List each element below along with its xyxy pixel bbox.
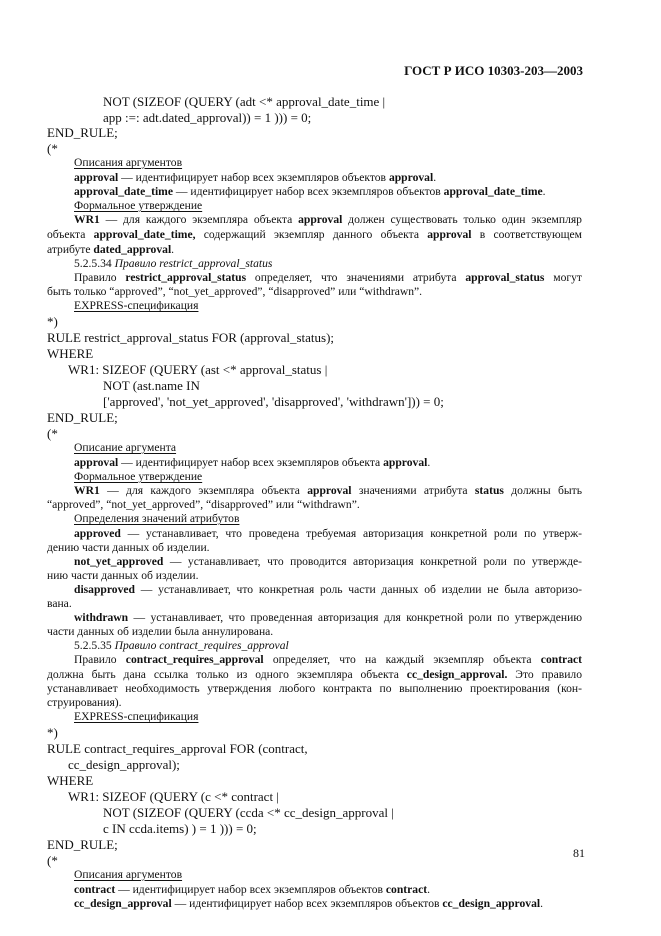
text-segment: объекта bbox=[47, 228, 94, 241]
bold-term: approval bbox=[74, 171, 119, 184]
text-segment: — для каждого экземпляра объекта bbox=[99, 213, 299, 226]
text-segment: — идентифицирует набор всех экземпляров объекта bbox=[118, 456, 384, 469]
text-segment: значениями атрибута bbox=[351, 484, 475, 497]
text-line bbox=[74, 258, 272, 270]
text-segment: должны быть bbox=[503, 484, 582, 497]
text-line bbox=[74, 272, 582, 284]
text-segment: Правило bbox=[74, 271, 126, 284]
text-segment: cc_design_approval); bbox=[68, 757, 180, 772]
text-segment: EXPRESS-спецификация bbox=[74, 710, 199, 723]
bold-term: WR1 bbox=[74, 484, 100, 497]
bold-term: contract bbox=[540, 653, 582, 666]
text-line bbox=[47, 570, 199, 582]
text-segment: Правило bbox=[74, 653, 126, 666]
bold-term: approved bbox=[74, 527, 121, 540]
code-line bbox=[47, 142, 58, 155]
text-line bbox=[47, 244, 174, 256]
text-segment: Описание аргумента bbox=[74, 441, 177, 454]
text-segment: *) bbox=[47, 314, 58, 329]
text-segment: c IN ccda.items) ) = 1 ))) = 0; bbox=[103, 821, 257, 836]
text-line bbox=[74, 869, 182, 881]
text-segment: атрибуте bbox=[47, 243, 94, 256]
code-line bbox=[47, 726, 58, 739]
text-line bbox=[74, 898, 543, 910]
bold-term: cc_design_approval bbox=[74, 897, 172, 910]
text-segment: струирования). bbox=[47, 696, 122, 709]
text-segment: . bbox=[171, 243, 175, 256]
italic-title: Правило contract_requires_approval bbox=[114, 639, 289, 652]
text-line bbox=[74, 612, 582, 624]
text-line bbox=[74, 485, 582, 497]
text-segment: части данных об изделии была аннулирована. bbox=[47, 625, 274, 638]
text-segment: . bbox=[427, 456, 431, 469]
text-line bbox=[47, 598, 72, 610]
text-segment: должен существовать только один экземпляр bbox=[342, 213, 582, 226]
text-segment: (* bbox=[47, 426, 58, 441]
bold-term: disapproved bbox=[74, 583, 135, 596]
bold-term: dated_approval bbox=[93, 243, 172, 256]
text-segment: 5.2.5.34 bbox=[74, 257, 115, 270]
text-segment: содержащий экземпляр данного объекта bbox=[195, 228, 428, 241]
code-line bbox=[47, 854, 58, 867]
bold-term: approval_date_time bbox=[443, 185, 543, 198]
text-line bbox=[74, 214, 582, 226]
text-line bbox=[74, 711, 198, 723]
text-segment: определяет, что на каждый экземпляр объекта bbox=[263, 653, 541, 666]
bold-term: contract bbox=[385, 883, 428, 896]
text-line bbox=[74, 457, 430, 469]
document-header: ГОСТ Р ИСО 10303-203—2003 bbox=[404, 63, 583, 78]
text-segment: END_RULE; bbox=[47, 125, 118, 140]
text-line bbox=[74, 300, 198, 312]
code-line bbox=[47, 742, 308, 755]
bold-term: WR1 bbox=[74, 213, 100, 226]
text-segment: RULE restrict_approval_status FOR (approval_status); bbox=[47, 330, 335, 345]
bold-term: cc_design_approval. bbox=[406, 668, 508, 681]
bold-term: approval_date_time bbox=[74, 185, 173, 198]
text-segment: WHERE bbox=[47, 346, 94, 361]
bold-term: approval bbox=[427, 228, 472, 241]
code-line bbox=[47, 315, 58, 328]
bold-term: not_yet_approved bbox=[74, 555, 164, 568]
text-segment: Определения значений атрибутов bbox=[74, 512, 240, 525]
text-segment: Описания аргументов bbox=[74, 868, 183, 881]
text-segment: должна быть дана ссылка только из одного экземпляра объекта bbox=[47, 668, 407, 681]
page-number: 81 bbox=[573, 846, 585, 860]
text-line bbox=[74, 654, 582, 666]
code-line bbox=[47, 838, 118, 851]
bold-term: approval_date_time, bbox=[93, 228, 196, 241]
text-segment: — идентифицирует набор всех экземпляров объектов bbox=[118, 171, 389, 184]
code-line bbox=[68, 758, 180, 771]
text-segment: app :=: adt.dated_approval)) = 1 ))) = 0; bbox=[103, 110, 312, 125]
text-line bbox=[47, 697, 122, 709]
text-segment: в соответствующем bbox=[471, 228, 583, 241]
bold-term: contract bbox=[74, 883, 116, 896]
text-line bbox=[74, 513, 239, 525]
text-segment: — идентифицирует набор всех экземпляров объектов bbox=[171, 897, 443, 910]
text-segment: . bbox=[433, 171, 437, 184]
text-segment: (* bbox=[47, 141, 58, 156]
code-line bbox=[103, 395, 444, 408]
text-segment: — идентифицирует набор всех экземпляров объектов bbox=[172, 185, 444, 198]
text-line bbox=[74, 471, 202, 483]
text-segment: могут bbox=[544, 271, 582, 284]
text-segment: — устанавливает, что проведенная авторизация для конкретной роли по утверждению bbox=[128, 611, 582, 624]
italic-title: Правило restrict_approval_status bbox=[114, 257, 273, 270]
text-line bbox=[74, 640, 289, 652]
text-segment: END_RULE; bbox=[47, 837, 118, 852]
bold-term: contract_requires_approval bbox=[125, 653, 264, 666]
bold-term: approval bbox=[383, 456, 428, 469]
bold-term: status bbox=[474, 484, 504, 497]
text-segment: END_RULE; bbox=[47, 410, 118, 425]
text-segment: — устанавливает, что проведена требуемая авторизация конкретной роли по утверж- bbox=[120, 527, 582, 540]
code-line bbox=[68, 790, 279, 803]
text-segment: вана. bbox=[47, 597, 72, 610]
text-segment: дению части данных об изделии. bbox=[47, 541, 210, 554]
text-segment: WR1: SIZEOF (QUERY (c <* contract | bbox=[68, 789, 279, 804]
text-segment: *) bbox=[47, 725, 58, 740]
text-segment: быть только “approved”, “not_yet_approved”, “disapproved” или “withdrawn”. bbox=[47, 285, 423, 298]
code-line bbox=[47, 347, 93, 360]
text-segment: EXPRESS-спецификация bbox=[74, 299, 199, 312]
text-line bbox=[74, 157, 182, 169]
text-segment: . bbox=[427, 883, 430, 896]
text-segment: “approved”, “not_yet_approved”, “disapproved” или “withdrawn”. bbox=[47, 498, 360, 511]
code-line bbox=[47, 774, 93, 787]
text-line bbox=[74, 172, 436, 184]
code-line bbox=[103, 95, 385, 108]
bold-term: approval bbox=[74, 456, 119, 469]
text-line bbox=[74, 884, 430, 896]
code-line bbox=[47, 411, 118, 424]
code-line bbox=[103, 822, 257, 835]
text-segment: RULE contract_requires_approval FOR (contract, bbox=[47, 741, 308, 756]
text-segment: ['approved', 'not_yet_approved', 'disapproved', 'withdrawn'])) = 0; bbox=[103, 394, 444, 409]
text-segment: WR1: SIZEOF (QUERY (ast <* approval_status | bbox=[68, 362, 328, 377]
text-segment: Это правило bbox=[507, 668, 582, 681]
text-segment: Описания аргументов bbox=[74, 156, 183, 169]
bold-term: approval bbox=[298, 213, 343, 226]
code-line bbox=[103, 379, 200, 392]
bold-term: cc_design_approval bbox=[442, 897, 541, 910]
bold-term: approval bbox=[307, 484, 352, 497]
text-line bbox=[74, 556, 582, 568]
text-line bbox=[74, 200, 202, 212]
text-segment: NOT (SIZEOF (QUERY (adt <* approval_date_time | bbox=[103, 94, 386, 109]
text-line bbox=[47, 669, 582, 681]
text-segment: нию части данных об изделии. bbox=[47, 569, 199, 582]
text-segment: — устанавливает, что конкретная роль части данных об изделии не была авторизо- bbox=[135, 583, 582, 596]
code-line bbox=[47, 427, 58, 440]
text-segment: — идентифицирует набор всех экземпляров объектов bbox=[115, 883, 386, 896]
text-segment: WHERE bbox=[47, 773, 94, 788]
text-line bbox=[47, 286, 422, 298]
text-segment: устанавливает необходимость утверждения любого контракта по выполнению проектирования (кон- bbox=[47, 682, 582, 695]
text-segment: 5.2.5.35 bbox=[74, 639, 115, 652]
text-line bbox=[47, 229, 582, 241]
text-line bbox=[74, 528, 582, 540]
code-line bbox=[103, 806, 394, 819]
text-segment: . bbox=[542, 185, 546, 198]
text-segment: — для каждого экземпляра объекта bbox=[99, 484, 308, 497]
text-line bbox=[74, 186, 546, 198]
text-segment: . bbox=[540, 897, 543, 910]
text-segment: определяет, что значениями атрибута bbox=[246, 271, 466, 284]
text-segment: Формальное утверждение bbox=[74, 470, 203, 483]
text-segment: NOT (ast.name IN bbox=[103, 378, 200, 393]
bold-term: approval_status bbox=[465, 271, 545, 284]
code-line bbox=[103, 111, 311, 124]
text-line bbox=[47, 542, 210, 554]
code-line bbox=[47, 331, 334, 344]
text-line bbox=[47, 683, 582, 695]
bold-term: restrict_approval_status bbox=[125, 271, 247, 284]
text-segment: — устанавливает, что проводится авторизация конкретной роли по утвержде- bbox=[163, 555, 582, 568]
bold-term: withdrawn bbox=[74, 611, 129, 624]
bold-term: approval bbox=[388, 171, 434, 184]
text-line bbox=[74, 584, 582, 596]
text-segment: Формальное утверждение bbox=[74, 199, 203, 212]
text-segment: (* bbox=[47, 853, 58, 868]
code-line bbox=[68, 363, 327, 376]
text-line bbox=[47, 626, 273, 638]
text-line bbox=[74, 442, 176, 454]
text-line bbox=[47, 499, 360, 511]
code-line bbox=[47, 126, 118, 139]
text-segment: NOT (SIZEOF (QUERY (ccda <* cc_design_approval | bbox=[103, 805, 394, 820]
